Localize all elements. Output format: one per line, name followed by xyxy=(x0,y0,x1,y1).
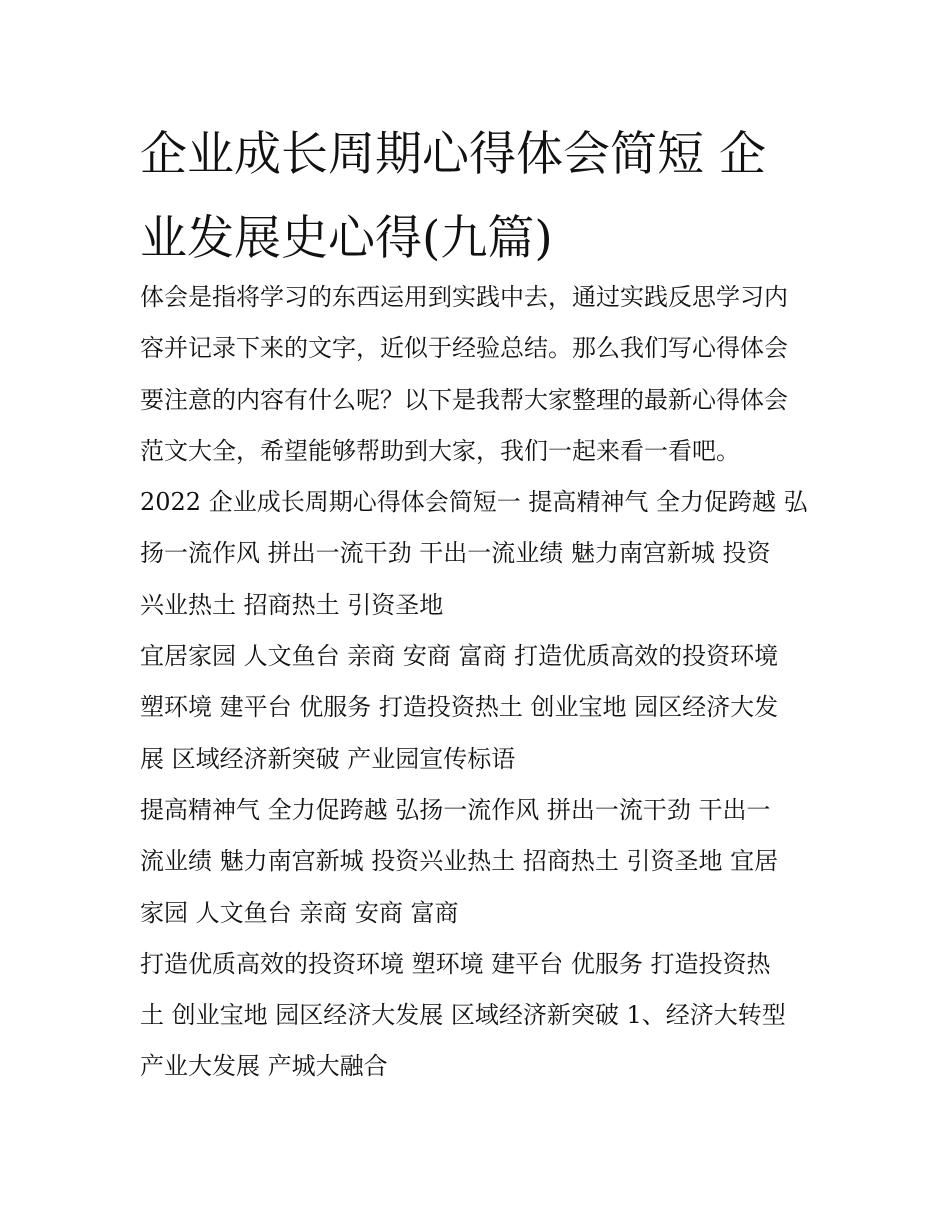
body-line: 土 创业宝地 园区经济大发展 区域经济新突破 1、经济大转型 xyxy=(140,1001,786,1030)
intro-line: 要注意的内容有什么呢？以下是我帮大家整理的最新心得体会 xyxy=(140,385,788,414)
body-line: 2022 企业成长周期心得体会简短一 提高精神气 全力促跨越 弘 xyxy=(140,488,808,517)
body-line: 兴业热土 招商热土 引资圣地 xyxy=(140,590,444,619)
body-line: 打造优质高效的投资环境 塑环境 建平台 优服务 打造投资热 xyxy=(140,949,771,978)
intro-line: 容并记录下来的文字，近似于经验总结。那么我们写心得体会 xyxy=(140,334,788,363)
body-line: 提高精神气 全力促跨越 弘扬一流作风 拼出一流干劲 干出一 xyxy=(140,795,771,824)
body-line: 家园 人文鱼台 亲商 安商 富商 xyxy=(140,898,459,927)
body-line: 宜居家园 人文鱼台 亲商 安商 富商 打造优质高效的投资环境 xyxy=(140,642,779,671)
document-body xyxy=(140,272,820,1093)
body-line: 扬一流作风 拼出一流干劲 干出一流业绩 魅力南宫新城 投资 xyxy=(140,539,771,568)
title-line: 企业成长周期心得体会简短 企 xyxy=(140,127,766,182)
title-line: 业发展史心得(九篇) xyxy=(140,211,553,266)
body-line: 展 区域经济新突破 产业园宣传标语 xyxy=(140,744,516,773)
intro-line: 体会是指将学习的东西运用到实践中去，通过实践反思学习内 xyxy=(140,283,788,311)
body-line: 流业绩 魅力南宫新城 投资兴业热土 招商热土 引资圣地 宜居 xyxy=(140,847,779,876)
intro-line: 范文大全，希望能够帮助到大家，我们一起来看一看吧。 xyxy=(140,436,740,465)
body-line: 产业大发展 产城大融合 xyxy=(140,1052,388,1081)
document-title xyxy=(140,113,820,281)
body-line: 塑环境 建平台 优服务 打造投资热土 创业宝地 园区经济大发 xyxy=(140,693,779,722)
